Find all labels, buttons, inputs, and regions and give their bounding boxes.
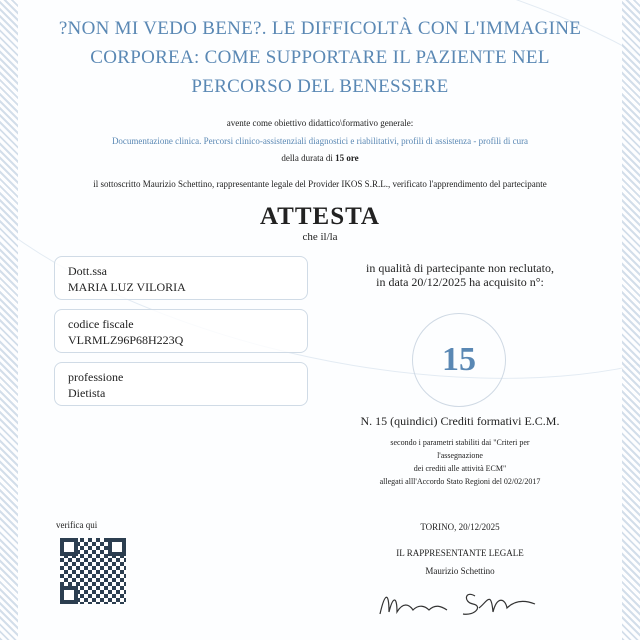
credits-badge: 15 — [412, 313, 506, 407]
participant-title: Dott.ssa — [68, 264, 107, 278]
verify-label: verifica qui — [56, 520, 98, 530]
fiscal-code: VLRMLZ96P68H223Q — [68, 333, 184, 347]
criteria-line: l'assegnazione — [437, 451, 483, 460]
attesta-heading: ATTESTA — [259, 203, 380, 230]
representative-title: IL RAPPRESENTANTE LEGALE — [396, 548, 524, 558]
objective-intro: avente come obiettivo didattico\formativo generale: — [226, 118, 414, 128]
quality-text: in qualità di partecipante non reclutato, in data 20/12/2025 ha acquisito n°: — [366, 261, 554, 289]
participant-name-box — [54, 256, 308, 300]
qr-code[interactable] — [60, 538, 126, 604]
criteria-line: secondo i parametri stabiliti dai "Criteri per — [390, 438, 530, 447]
che-label: che il/la — [302, 231, 338, 243]
place-date: TORINO, 20/12/2025 — [420, 522, 500, 532]
left-border-pattern — [0, 0, 18, 640]
representative-name: Maurizio Schettino — [425, 566, 495, 576]
profession-box — [54, 362, 308, 406]
fiscal-code-box — [54, 309, 308, 353]
criteria-line: dei crediti alle attività ECM" — [413, 464, 507, 473]
course-title: ?NON MI VEDO BENE?. LE DIFFICOLTÀ CON L'IMMAGINE CORPOREA: COME SUPPORTARE IL PAZIENTE NEL PERCORSO DEL BENESSERE — [58, 18, 582, 97]
fiscal-code-label: codice fiscale — [68, 317, 134, 331]
right-border-pattern — [622, 0, 640, 640]
credits-text: N. 15 (quindici) Crediti formativi E.C.M. — [360, 414, 560, 428]
criteria — [330, 436, 590, 488]
declaration: il sottoscritto Maurizio Schettino, rappresentante legale del Provider IKOS S.R.L., verificato l'apprendimento del partecipante — [93, 179, 547, 189]
duration-line — [20, 153, 620, 164]
participant-name: MARIA LUZ VILORIA — [68, 280, 186, 294]
duration-prefix: della durata di — [281, 153, 333, 163]
criteria-line: allegati alll'Accordo Stato Regioni del 02/02/2017 — [379, 477, 541, 486]
profession: Dietista — [68, 386, 106, 400]
profession-label: professione — [68, 370, 124, 384]
signature — [375, 582, 545, 622]
objective: Documentazione clinica. Percorsi clinico-assistenziali diagnostici e riabilitativi, profili di assistenza - profili di cura — [111, 136, 529, 146]
duration: 15 ore — [335, 153, 359, 163]
